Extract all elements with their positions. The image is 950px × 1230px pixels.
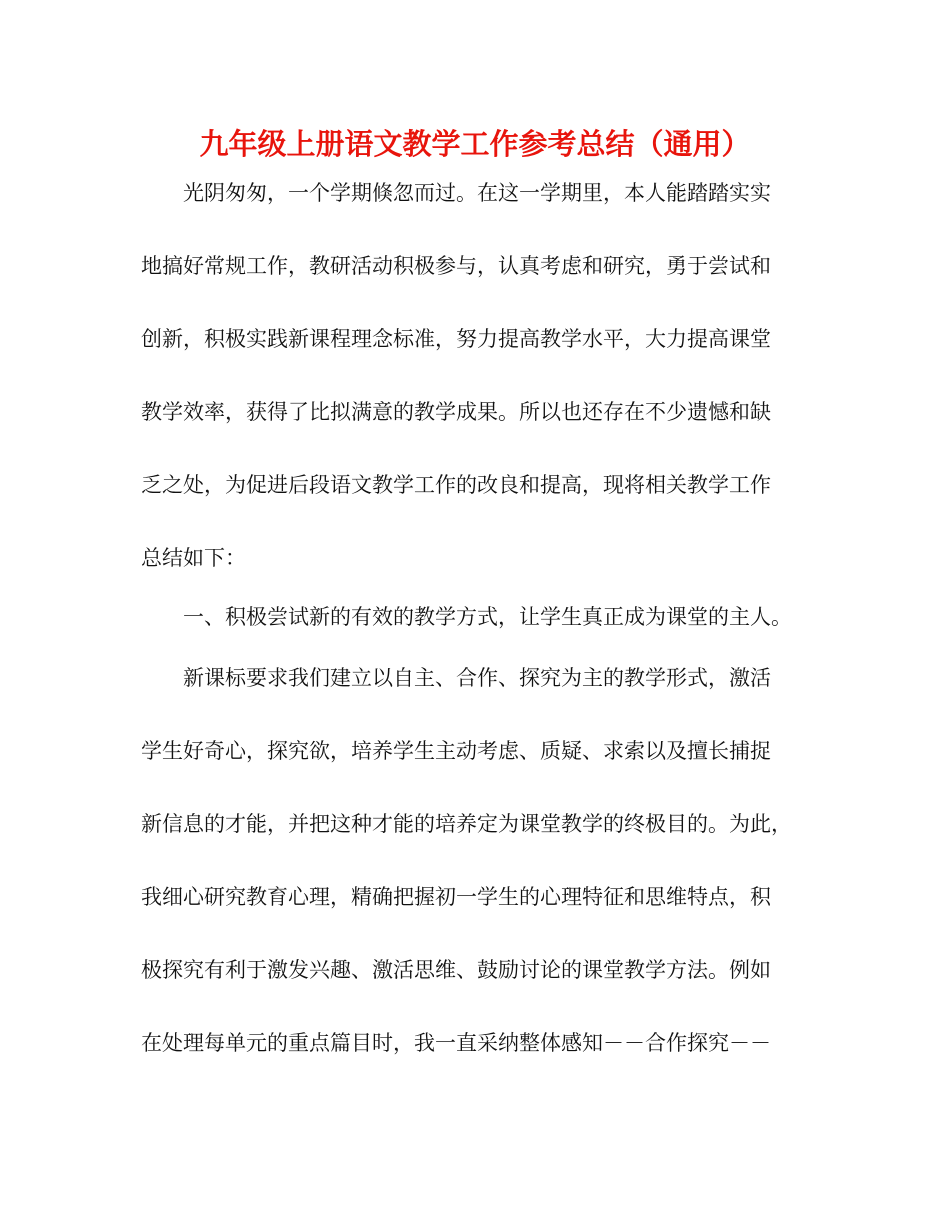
paragraph-line: 创新，积极实践新课程理念标准，努力提高教学水平，大力提高课堂	[141, 327, 771, 351]
paragraph-line: 我细心研究教育心理，精确把握初一学生的心理特征和思维特点，积	[141, 885, 771, 909]
section-heading: 一、积极尝试新的有效的教学方式，让学生真正成为课堂的主人。	[183, 605, 792, 629]
paragraph-line: 教学效率，获得了比拟满意的教学成果。所以也还存在不少遗憾和缺	[141, 400, 771, 424]
document-title: 九年级上册语文教学工作参考总结（通用）	[199, 127, 751, 161]
paragraph-line: 地搞好常规工作，教研活动积极参与，认真考虑和研究，勇于尝试和	[141, 254, 771, 278]
paragraph-line: 总结如下：	[141, 546, 246, 570]
paragraph-line: 新信息的才能，并把这种才能的培养定为课堂教学的终极目的。为此，	[141, 812, 792, 836]
paragraph-line: 极探究有利于激发兴趣、激活思维、鼓励讨论的课堂教学方法。例如	[141, 958, 771, 982]
paragraph-line: 新课标要求我们建立以自主、合作、探究为主的教学形式，激活	[183, 666, 771, 690]
paragraph-line: 学生好奇心，探究欲，培养学生主动考虑、质疑、求索以及擅长捕捉	[141, 739, 771, 763]
paragraph-line: 光阴匆匆，一个学期倏忽而过。在这一学期里，本人能踏踏实实	[183, 181, 771, 205]
paragraph-line: 乏之处，为促进后段语文教学工作的改良和提高，现将相关教学工作	[141, 473, 771, 497]
paragraph-line: 在处理每单元的重点篇目时，我一直采纳整体感知－－合作探究－－	[141, 1031, 771, 1055]
